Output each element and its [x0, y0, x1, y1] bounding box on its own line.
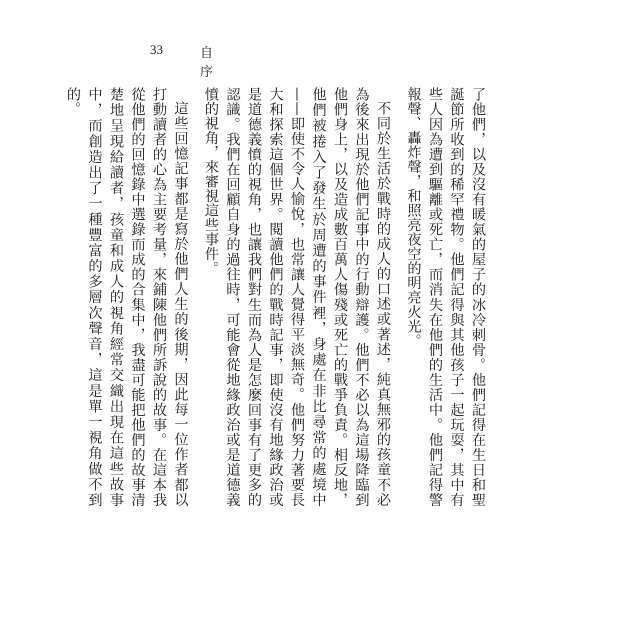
paragraph-spacer	[393, 87, 402, 507]
paragraph: 不同於生活於戰時的成人的口述或著述，純真無邪的孩童不必為後來出現於他們記事中的行動辯護。他們不必以為這場降臨到他們身上，以及造成數百萬人傷殘或死亡的戰爭負責。相反地，他們被捲入了發生於周遭的事件裡，身處在非比尋常的處境中——即使不令人愉悅，也常讓人覺得平淡無奇。他們努力著要長大和探索這個世界。閱讀他們的戰時記事，即使沒有地緣政治或是道德義憤的視角，也讓我們對生而為人是怎麼回事有了更多的認識。我們在回顧自身的過往時，可能會從地緣政治或是道德義憤的視角，來審視這些事件。	[203, 87, 391, 507]
paragraph-spacer	[191, 87, 200, 507]
paragraph: 這些回憶記事都是寫於他們人生的後期，因此每一位作者都以打動讀者的心為主要考量，來鋪陳他們所訴說的故事。在這本我從他們的回憶錄中選錄而成的合集中，我盡可能把他們的故事清楚地呈現給讀者，孩童和成人的視角經常交織出現在這些故事中，而創造出了一種豐富的多層次聲音，這是單一視角做不到的。	[65, 87, 189, 507]
body-text	[65, 87, 488, 507]
page-number: 33	[150, 42, 163, 57]
paragraph-continued: 了他們，以及沒有暖氣的屋子的冰冷刺骨。他們記得在生日和聖誕節所收到的稀罕禮物。他們記得與其他孩子一起玩耍，其中有些人因為遭到驅離或死亡，而消失在他們的生活中。他們記得警報聲、轟炸聲，和照亮夜空的明亮火光。	[405, 87, 486, 507]
section-title: 自序	[200, 45, 217, 79]
